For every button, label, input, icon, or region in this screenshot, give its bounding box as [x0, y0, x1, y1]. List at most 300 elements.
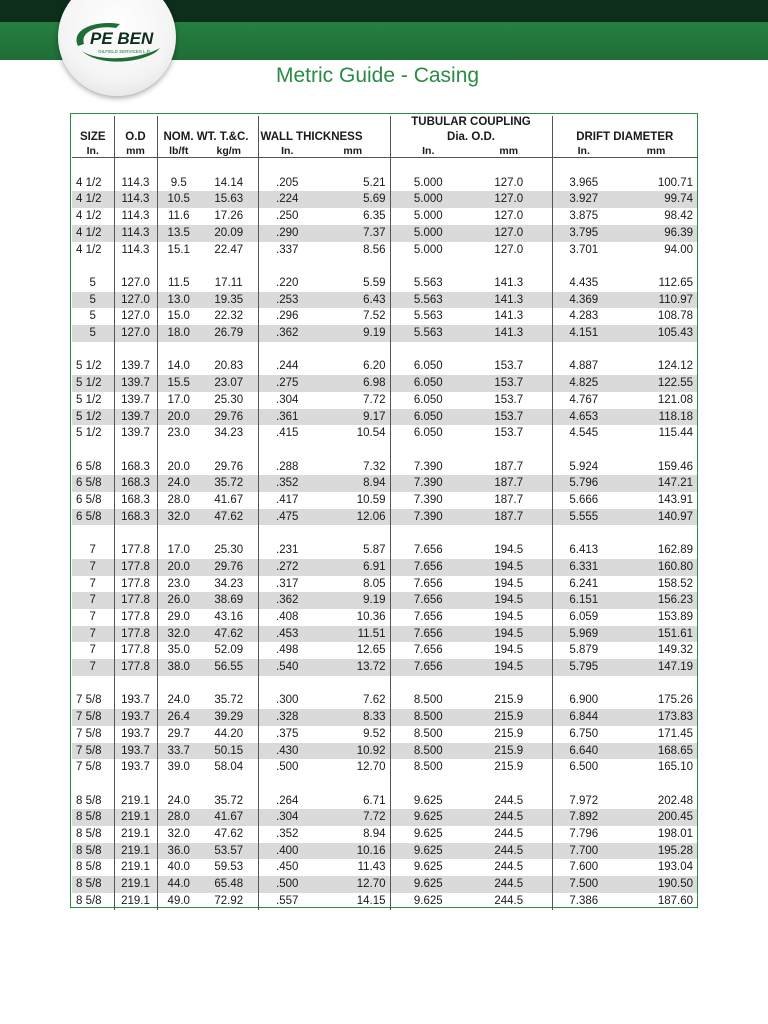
table-cell: 7.62 [316, 692, 390, 709]
table-cell: .328 [258, 709, 316, 726]
table-cell: 7 5/8 [72, 709, 114, 726]
table-cell: 39.29 [200, 709, 258, 726]
table-cell: 5 1/2 [72, 392, 114, 409]
table-cell: 153.7 [466, 392, 552, 409]
table-row [72, 492, 697, 509]
header-coupling-dia: Dia. O.D. [390, 129, 552, 145]
table-cell: 141.3 [466, 325, 552, 342]
table-cell: 3.795 [552, 225, 615, 242]
table-cell: 7.390 [390, 475, 466, 492]
table-cell: 56.55 [200, 659, 258, 676]
table-cell: 139.7 [114, 358, 157, 375]
table-cell: 8 5/8 [72, 843, 114, 860]
table-cell: 41.67 [200, 492, 258, 509]
table-cell: 11.6 [167, 210, 190, 223]
table-cell: 7 [72, 609, 114, 626]
spacer-row [72, 676, 697, 693]
table-cell: 7.656 [413, 610, 443, 623]
table-cell: 147.19 [615, 659, 697, 676]
table-cell: 8 5/8 [72, 893, 114, 910]
table-cell: 162.89 [657, 544, 693, 557]
table-cell: 29.7 [167, 727, 190, 740]
table-cell: 177.8 [114, 559, 157, 576]
header-wall-thickness: WALL THICKNESS [258, 129, 390, 145]
table-cell: 11.51 [316, 626, 390, 643]
table-cell: 5.000 [390, 191, 466, 208]
table-cell: 7.972 [569, 794, 599, 807]
table-cell: 34.23 [200, 576, 258, 593]
table-cell: 25.30 [200, 392, 258, 409]
table-cell: 6.71 [316, 793, 390, 810]
table-cell: 4.545 [569, 427, 599, 440]
table-cell: 13.0 [157, 292, 200, 309]
table-cell: 28.0 [167, 494, 190, 506]
table-cell: 8.500 [390, 743, 466, 760]
table-cell: 7.52 [316, 308, 390, 325]
table-cell: .275 [258, 375, 316, 392]
table-cell: 47.62 [200, 509, 258, 526]
table-cell: 127.0 [114, 325, 157, 342]
table-cell: 6.91 [316, 559, 390, 576]
table-cell: 22.47 [200, 242, 258, 259]
table-cell: 7.390 [413, 460, 443, 473]
table-cell: 5 [72, 292, 114, 309]
table-cell: 4.435 [569, 276, 599, 289]
table-cell: 8.33 [316, 709, 390, 726]
table-cell: 34.23 [200, 425, 258, 442]
table-cell: 44.0 [157, 876, 200, 893]
table-cell: 198.01 [657, 828, 693, 841]
header-nom-wt: NOM. WT. T.&C. [157, 129, 258, 145]
table-cell: 6.98 [316, 375, 390, 392]
table-cell: 110.97 [615, 292, 697, 309]
table-cell: .250 [276, 210, 299, 223]
table-row [72, 392, 697, 409]
table-cell: 29.0 [167, 610, 190, 623]
table-cell: 168.3 [114, 459, 157, 476]
table-cell: .375 [276, 727, 299, 740]
table-cell: 177.8 [114, 592, 157, 609]
table-cell: 7 [72, 559, 114, 576]
table-cell: 215.9 [466, 692, 552, 709]
table-cell: 20.0 [157, 559, 200, 576]
table-cell: 26.0 [157, 592, 200, 609]
table-cell: 13.72 [316, 659, 390, 676]
table-cell: 4.825 [552, 375, 615, 392]
table-row [72, 659, 697, 676]
table-cell: 8.56 [316, 242, 390, 259]
table-row [72, 425, 697, 442]
table-cell: 194.5 [466, 559, 552, 576]
table-cell: 5 1/2 [72, 358, 114, 375]
table-cell: 173.83 [615, 709, 697, 726]
table-cell: .352 [276, 828, 299, 841]
table-cell: 6.050 [390, 375, 466, 392]
table-cell: 175.26 [657, 694, 693, 707]
table-cell: 3.927 [552, 191, 615, 208]
table-cell: 153.7 [466, 375, 552, 392]
table-cell: 9.625 [413, 828, 443, 841]
table-cell: 9.17 [316, 409, 390, 426]
table-cell: 11.43 [316, 859, 390, 876]
table-cell: 127.0 [466, 242, 552, 259]
table-cell: 153.7 [466, 425, 552, 442]
table-cell: 5.796 [552, 475, 615, 492]
table-cell: .453 [258, 626, 316, 643]
table-cell: 4 1/2 [72, 242, 114, 259]
table-cell: 72.92 [200, 893, 258, 910]
table-cell: 17.0 [167, 544, 190, 557]
table-cell: 4 1/2 [72, 191, 114, 208]
table-row [72, 859, 697, 876]
table-cell: 114.3 [114, 208, 157, 225]
table-cell: 9.625 [390, 809, 466, 826]
table-row [72, 542, 697, 559]
table-cell: .557 [276, 894, 299, 907]
table-cell: 15.5 [157, 375, 200, 392]
table-cell: 168.3 [114, 492, 157, 509]
table-cell: 26.79 [200, 325, 258, 342]
spacer-row [72, 342, 697, 359]
table-cell: 9.625 [413, 861, 443, 874]
table-cell: 7.656 [413, 544, 443, 557]
table-cell: 244.5 [466, 893, 552, 910]
table-cell: 23.07 [200, 375, 258, 392]
spacer-row [72, 258, 697, 275]
header-tubular: TUBULAR COUPLING [390, 116, 552, 129]
table-cell: 9.625 [413, 794, 443, 807]
table-row [72, 893, 697, 910]
table-row [72, 876, 697, 893]
spacer-row [72, 442, 697, 459]
table-row [72, 559, 697, 576]
table-cell: 127.0 [466, 175, 552, 192]
table-cell: .220 [276, 276, 299, 289]
table-cell: 215.9 [466, 709, 552, 726]
table-cell: 65.48 [200, 876, 258, 893]
table-cell: 168.3 [114, 475, 157, 492]
table-cell: 14.0 [167, 360, 190, 373]
table-cell: 156.23 [615, 592, 697, 609]
table-cell: 9.625 [413, 894, 443, 907]
unit-label: In. [72, 145, 114, 158]
table-row [72, 459, 697, 476]
table-row [72, 509, 697, 526]
table-cell: 121.08 [657, 393, 693, 406]
table-cell: 177.8 [114, 576, 157, 593]
table-cell: 100.71 [657, 176, 693, 189]
table-cell: 8.05 [316, 576, 390, 593]
table-row [72, 208, 697, 225]
table-cell: 139.7 [114, 375, 157, 392]
table-cell: 6.20 [316, 358, 390, 375]
spacer-row [72, 158, 697, 175]
unit-label: In. [552, 145, 615, 158]
table-cell: 114.3 [114, 242, 157, 259]
table-cell: 5.21 [316, 175, 390, 192]
table-cell: .264 [276, 794, 299, 807]
table-cell: 5.87 [316, 542, 390, 559]
table-cell: 215.9 [466, 759, 552, 776]
table-cell: .450 [276, 861, 299, 874]
table-cell: 7.72 [316, 392, 390, 409]
table-cell: 8 5/8 [72, 793, 114, 810]
table-cell: 143.91 [657, 494, 693, 506]
table-cell: 7.656 [390, 559, 466, 576]
table-cell: 6.640 [552, 743, 615, 760]
table-cell: .500 [276, 761, 299, 774]
table-cell: 53.57 [200, 843, 258, 860]
table-cell: 4.151 [552, 325, 615, 342]
table-cell: 17.11 [200, 275, 258, 292]
table-cell: .205 [276, 176, 299, 189]
table-cell: 5.563 [390, 325, 466, 342]
table-cell: 153.7 [466, 358, 552, 375]
table-cell: 9.625 [390, 843, 466, 860]
table-cell: 127.0 [466, 208, 552, 225]
unit-label: mm [114, 145, 157, 158]
table-cell: 7 [72, 542, 114, 559]
table-cell: 7.656 [390, 626, 466, 643]
table-cell: 14.15 [316, 893, 390, 910]
table-cell: .304 [258, 809, 316, 826]
table-cell: 151.61 [615, 626, 697, 643]
table-cell: 10.59 [316, 492, 390, 509]
table-cell: 6.050 [413, 360, 443, 373]
table-row [72, 809, 697, 826]
table-cell: 32.0 [157, 626, 200, 643]
table-cell: 219.1 [114, 793, 157, 810]
table-cell: 4.887 [569, 360, 599, 373]
units-row [72, 145, 697, 158]
table-cell: 7.390 [390, 509, 466, 526]
table-row [72, 175, 697, 192]
table-cell: 7 5/8 [72, 743, 114, 760]
table-cell: 177.8 [114, 609, 157, 626]
table-cell: 9.19 [316, 325, 390, 342]
table-cell: 6.059 [569, 610, 599, 623]
table-cell: 112.65 [658, 276, 693, 289]
table-cell: 28.0 [157, 809, 200, 826]
table-cell: 139.7 [114, 392, 157, 409]
table-cell: 7 [72, 592, 114, 609]
table-cell: 193.7 [114, 743, 157, 760]
table-cell: 5 1/2 [72, 409, 114, 426]
table-cell: 193.7 [114, 709, 157, 726]
table-cell: 39.0 [167, 761, 190, 774]
table-cell: 158.52 [657, 577, 693, 590]
table-row [72, 358, 697, 375]
table-cell: 168.3 [114, 509, 157, 526]
table-cell: 7 [72, 626, 114, 643]
table-cell: 219.1 [114, 876, 157, 893]
table-cell: 147.21 [615, 475, 697, 492]
table-cell: 22.32 [200, 308, 258, 325]
table-row [72, 642, 697, 659]
table-cell: 36.0 [157, 843, 200, 860]
table-cell: 4 1/2 [72, 208, 114, 225]
table-cell: 202.48 [657, 794, 693, 807]
table-cell: 7.656 [390, 592, 466, 609]
table-cell: 10.92 [316, 743, 390, 760]
table-cell: 4.767 [569, 393, 599, 406]
table-cell: .408 [276, 610, 299, 623]
table-cell: 20.0 [157, 409, 200, 426]
table-cell: 29.76 [200, 409, 258, 426]
table-cell: 187.60 [657, 894, 693, 907]
table-cell: 5.000 [413, 176, 443, 189]
table-cell: 193.7 [114, 692, 157, 709]
table-cell: 17.0 [167, 393, 190, 406]
table-cell: 96.39 [615, 225, 697, 242]
table-cell: 6.050 [390, 409, 466, 426]
table-cell: 20.0 [167, 460, 190, 473]
table-cell: 122.55 [615, 375, 697, 392]
table-cell: .498 [276, 644, 299, 657]
table-cell: 24.0 [157, 475, 200, 492]
table-cell: .361 [258, 409, 316, 426]
unit-label: In. [258, 145, 316, 158]
table-cell: 33.7 [157, 743, 200, 760]
table-cell: .224 [258, 191, 316, 208]
table-cell: .475 [258, 509, 316, 526]
table-cell: 219.1 [114, 859, 157, 876]
table-cell: 244.5 [466, 809, 552, 826]
table-cell: 9.19 [316, 592, 390, 609]
table-cell: 114.3 [114, 191, 157, 208]
table-row [72, 726, 697, 743]
table-cell: 47.62 [200, 626, 258, 643]
table-cell: 244.5 [466, 859, 552, 876]
table-cell: 41.67 [200, 809, 258, 826]
table-cell: 5.555 [552, 509, 615, 526]
table-cell: 15.0 [167, 310, 190, 323]
table-cell: 194.5 [466, 626, 552, 643]
table-cell: 187.7 [466, 475, 552, 492]
table-cell: 149.32 [657, 644, 693, 657]
table-cell: 7.656 [390, 659, 466, 676]
header-drift-diameter: DRIFT DIAMETER [576, 131, 674, 143]
table-row [72, 576, 697, 593]
table-cell: 24.0 [167, 794, 190, 807]
table-cell: 7 5/8 [72, 692, 114, 709]
table-cell: 32.0 [157, 509, 200, 526]
table-cell: 244.5 [466, 826, 552, 843]
table-cell: 118.18 [615, 409, 697, 426]
table-cell: 219.1 [114, 893, 157, 910]
table-cell: 187.7 [466, 509, 552, 526]
table-cell: 98.42 [664, 210, 693, 223]
table-cell: 215.9 [466, 726, 552, 743]
table-row [72, 325, 697, 342]
table-cell: 49.0 [167, 894, 190, 907]
unit-label: mm [466, 145, 552, 158]
table-cell: 5 [72, 275, 114, 292]
table-cell: 6 5/8 [72, 475, 114, 492]
table-cell: 6.43 [316, 292, 390, 309]
company-logo [68, 18, 168, 68]
table-cell: 127.0 [114, 308, 157, 325]
table-cell: 7.37 [316, 225, 390, 242]
table-cell: 25.30 [200, 542, 258, 559]
table-cell: .296 [276, 310, 299, 323]
table-cell: .288 [276, 460, 299, 473]
table-cell: 52.09 [200, 642, 258, 659]
table-cell: 94.00 [664, 243, 693, 256]
table-cell: 244.5 [466, 843, 552, 860]
table-cell: 35.72 [200, 475, 258, 492]
table-cell: 6.900 [569, 694, 599, 707]
table-row [72, 292, 697, 309]
unit-label: kg/m [200, 145, 258, 158]
table-cell: 5.879 [569, 644, 599, 657]
table-cell: .500 [258, 876, 316, 893]
table-cell: 18.0 [157, 325, 200, 342]
table-cell: 47.62 [200, 826, 258, 843]
table-cell: .362 [258, 592, 316, 609]
table-row [72, 743, 697, 760]
table-cell: 244.5 [466, 876, 552, 893]
table-cell: 6.844 [552, 709, 615, 726]
table-cell: 8.500 [390, 709, 466, 726]
table-cell: 10.16 [316, 843, 390, 860]
table-cell: 5.666 [569, 494, 599, 506]
table-cell: 8.500 [413, 727, 443, 740]
unit-label: mm [316, 145, 390, 158]
table-cell: 5.563 [413, 276, 443, 289]
table-cell: 177.8 [114, 542, 157, 559]
table-cell: 12.70 [316, 759, 390, 776]
table-cell: 177.8 [114, 659, 157, 676]
table-cell: 5 [72, 325, 114, 342]
table-cell: 105.43 [615, 325, 697, 342]
table-cell: 114.3 [114, 225, 157, 242]
table-cell: 35.72 [200, 692, 258, 709]
table-row [72, 759, 697, 776]
table-cell: .317 [276, 577, 299, 590]
table-row [72, 375, 697, 392]
table-cell: 127.0 [114, 292, 157, 309]
table-cell: 4 1/2 [72, 175, 114, 192]
table-row [72, 609, 697, 626]
table-cell: 4 1/2 [72, 225, 114, 242]
table-cell: .304 [276, 393, 299, 406]
table-cell: 219.1 [114, 809, 157, 826]
table-cell: .244 [276, 360, 299, 373]
table-cell: 160.80 [615, 559, 697, 576]
table-cell: 13.5 [157, 225, 200, 242]
table-cell: 7 5/8 [72, 759, 114, 776]
table-cell: 50.15 [200, 743, 258, 760]
table-cell: 3.701 [569, 243, 599, 256]
table-cell: .430 [258, 743, 316, 760]
table-cell: 4.369 [552, 292, 615, 309]
table-cell: 99.74 [615, 191, 697, 208]
table-cell: 29.76 [200, 459, 258, 476]
table-cell: 26.4 [157, 709, 200, 726]
table-cell: 7 [72, 642, 114, 659]
table-cell: 159.46 [657, 460, 693, 473]
table-cell: 7.796 [569, 828, 599, 841]
table-cell: 141.3 [466, 275, 552, 292]
table-cell: 11.5 [167, 276, 190, 289]
table-cell: 215.9 [466, 743, 552, 760]
table-cell: 194.5 [466, 609, 552, 626]
table-cell: 6 5/8 [72, 509, 114, 526]
table-cell: 5.59 [316, 275, 390, 292]
table-cell: 177.8 [114, 642, 157, 659]
table-cell: 6.241 [569, 577, 599, 590]
